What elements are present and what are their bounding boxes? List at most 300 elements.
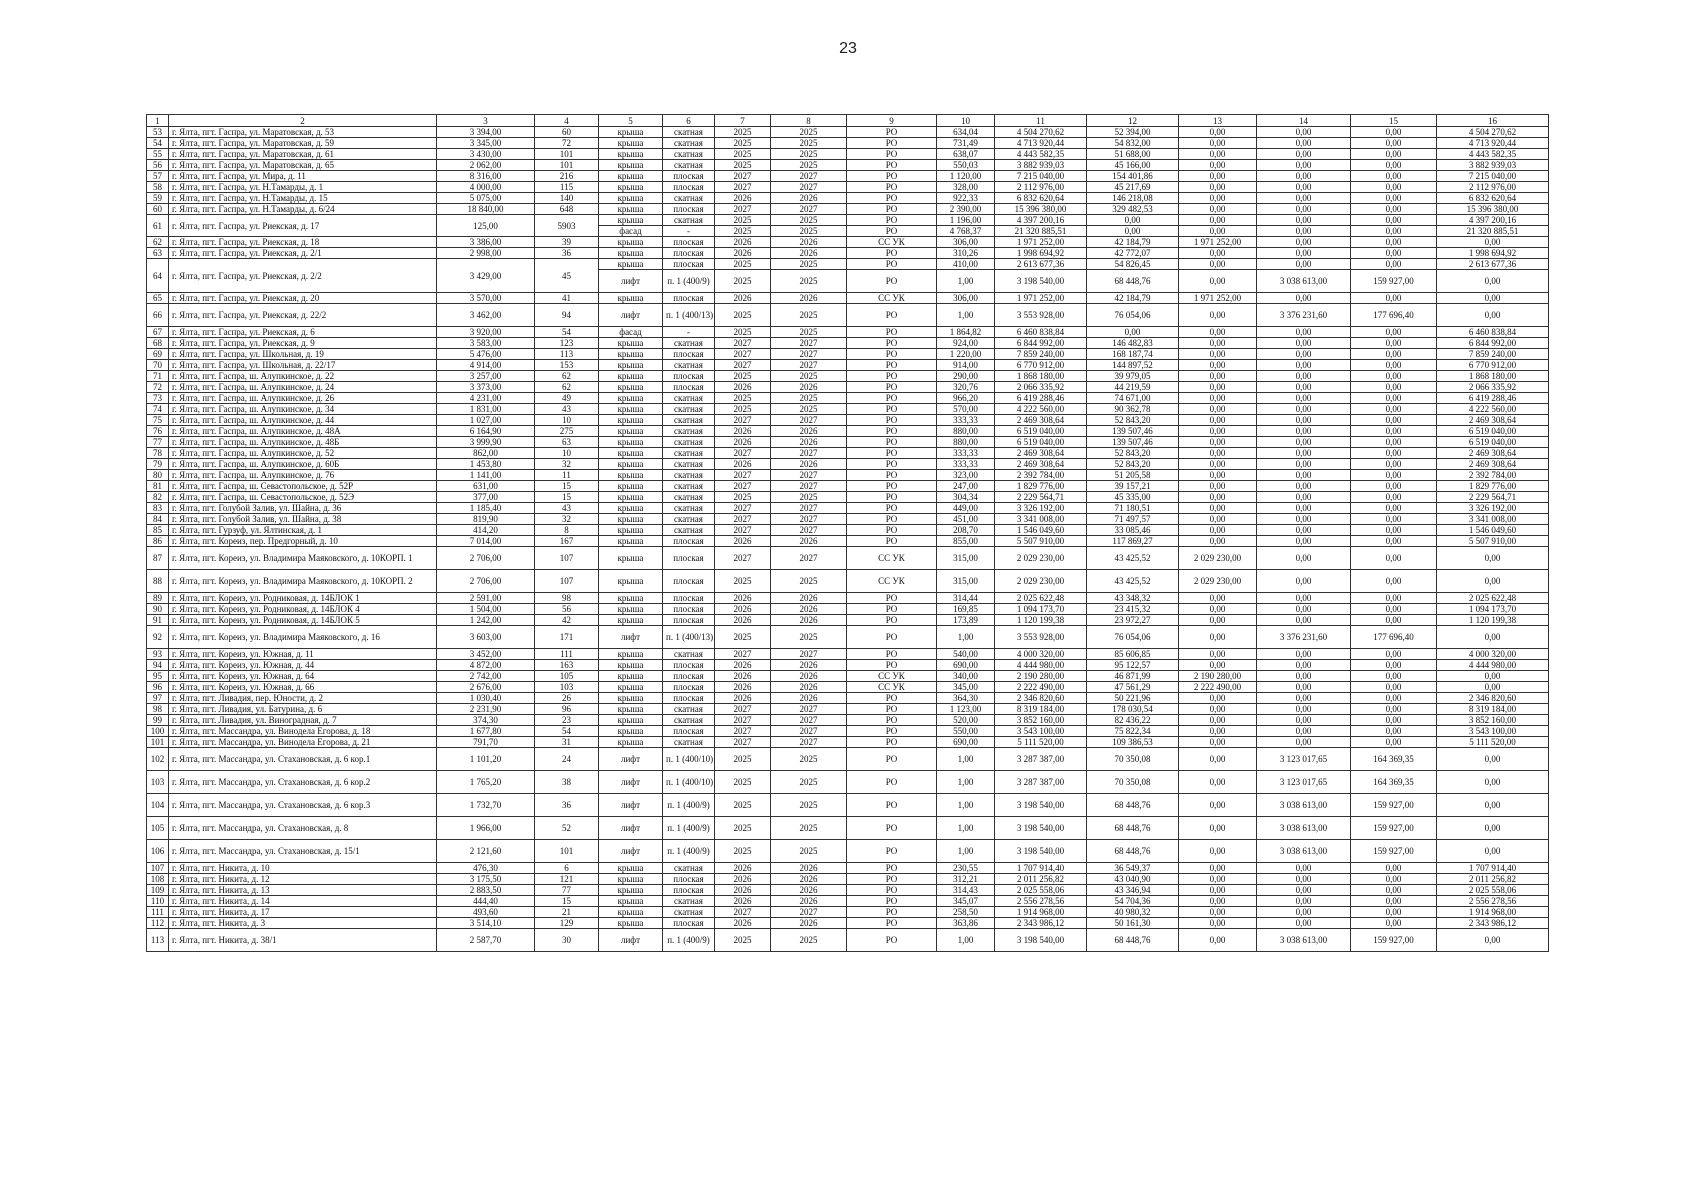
roof-type-cell: плоская: [663, 237, 715, 248]
col15-cell: 0,00: [1351, 470, 1437, 481]
year-plan-cell: 2025: [715, 929, 771, 952]
col15-cell: 0,00: [1351, 536, 1437, 547]
table-row: [147, 874, 1549, 885]
volume-cell: 451,00: [937, 514, 995, 525]
year-plan-cell: 2025: [715, 215, 771, 226]
row-number-cell: 111: [147, 907, 169, 918]
col12-cell: 47 561,29: [1087, 682, 1179, 693]
table-row: [147, 237, 1549, 248]
col15-cell: 159 927,00: [1351, 929, 1437, 952]
col12-cell: 68 448,76: [1087, 270, 1179, 293]
total-cost-cell: 3 287 387,00: [995, 771, 1087, 794]
year-plan-cell: 2025: [715, 404, 771, 415]
col14-cell: 0,00: [1257, 393, 1351, 404]
volume-cell: 304,34: [937, 492, 995, 503]
year-plan-cell: 2025: [715, 149, 771, 160]
funding-cell: РО: [847, 929, 937, 952]
year-plan-cell: 2026: [715, 682, 771, 693]
element-cell: крыша: [599, 693, 663, 704]
area-cell: 4 231,00: [437, 393, 535, 404]
volume-cell: 169,85: [937, 604, 995, 615]
roof-type-cell: п. 1 (400/9): [663, 929, 715, 952]
total-cost-cell: 2 222 490,00: [995, 682, 1087, 693]
col13-cell: 0,00: [1179, 615, 1257, 626]
volume-cell: 323,00: [937, 470, 995, 481]
row-number-cell: 109: [147, 885, 169, 896]
year-plan-cell: 2026: [715, 671, 771, 682]
year-plan-cell: 2026: [715, 885, 771, 896]
table-row: [147, 693, 1549, 704]
col15-cell: 0,00: [1351, 371, 1437, 382]
element-cell: крыша: [599, 525, 663, 536]
total-cost-cell: 1 998 694,92: [995, 248, 1087, 259]
table-row: [147, 415, 1549, 426]
year-plan-cell: 2025: [715, 771, 771, 794]
col14-cell: 3 038 613,00: [1257, 794, 1351, 817]
element-cell: крыша: [599, 338, 663, 349]
area-cell: 3 373,00: [437, 382, 535, 393]
address-cell: г. Ялта, пгт. Гаспра, ул. Маратовская, д. 59: [169, 138, 437, 149]
col15-cell: 0,00: [1351, 682, 1437, 693]
col14-cell: 0,00: [1257, 604, 1351, 615]
total-cost-cell: 7 215 040,00: [995, 171, 1087, 182]
area-cell: 2 706,00: [437, 570, 535, 593]
col13-cell: 0,00: [1179, 693, 1257, 704]
col14-cell: 0,00: [1257, 360, 1351, 371]
table-row: [147, 615, 1549, 626]
element-cell: крыша: [599, 415, 663, 426]
col13-cell: 0,00: [1179, 715, 1257, 726]
table-row: [147, 127, 1549, 138]
table-row: [147, 182, 1549, 193]
address-cell: г. Ялта, пгт. Гаспра, ул. Риекская, д. 22/2: [169, 304, 437, 327]
col12-cell: 71 497,57: [1087, 514, 1179, 525]
row-number-cell: 68: [147, 338, 169, 349]
year-cell: 2026: [771, 660, 847, 671]
column-number: 13: [1179, 115, 1257, 127]
col14-cell: 0,00: [1257, 547, 1351, 570]
area-cell: 7 014,00: [437, 536, 535, 547]
total-cost-cell: 3 553 928,00: [995, 304, 1087, 327]
col15-cell: 0,00: [1351, 171, 1437, 182]
col15-cell: 0,00: [1351, 437, 1437, 448]
col12-cell: 46 871,99: [1087, 671, 1179, 682]
year-cell: 2027: [771, 481, 847, 492]
col14-cell: 0,00: [1257, 259, 1351, 270]
col13-cell: 2 190 280,00: [1179, 671, 1257, 682]
table-row: [147, 382, 1549, 393]
count-cell: 5903: [535, 215, 599, 237]
table-row: [147, 293, 1549, 304]
element-cell: крыша: [599, 682, 663, 693]
col15-cell: 0,00: [1351, 293, 1437, 304]
funding-cell: СС УК: [847, 570, 937, 593]
area-cell: 6 164,90: [437, 426, 535, 437]
table-row: [147, 570, 1549, 593]
year-cell: 2027: [771, 182, 847, 193]
col15-cell: 0,00: [1351, 514, 1437, 525]
total-cost-cell: 2 469 308,64: [995, 415, 1087, 426]
year-plan-cell: 2026: [715, 918, 771, 929]
volume-cell: 1 864,82: [937, 327, 995, 338]
element-cell: крыша: [599, 649, 663, 660]
year-cell: 2026: [771, 874, 847, 885]
row-number-cell: 95: [147, 671, 169, 682]
year-cell: 2025: [771, 226, 847, 237]
address-cell: г. Ялта, пгт. Никита, д. 13: [169, 885, 437, 896]
area-cell: 2 706,00: [437, 547, 535, 570]
volume-cell: 1 123,00: [937, 704, 995, 715]
funding-cell: РО: [847, 248, 937, 259]
col15-cell: 0,00: [1351, 671, 1437, 682]
table-row: [147, 248, 1549, 259]
col14-cell: 0,00: [1257, 536, 1351, 547]
area-cell: 1 242,00: [437, 615, 535, 626]
year-plan-cell: 2026: [715, 863, 771, 874]
year-cell: 2027: [771, 503, 847, 514]
area-cell: 3 345,00: [437, 138, 535, 149]
row-number-cell: 99: [147, 715, 169, 726]
row-number-cell: 79: [147, 459, 169, 470]
area-cell: 374,30: [437, 715, 535, 726]
funding-cell: РО: [847, 840, 937, 863]
col13-cell: 0,00: [1179, 470, 1257, 481]
volume-cell: 638,07: [937, 149, 995, 160]
col16-cell: 2 469 308,64: [1437, 459, 1549, 470]
col13-cell: 0,00: [1179, 748, 1257, 771]
total-cost-cell: 2 469 308,64: [995, 448, 1087, 459]
count-cell: 123: [535, 338, 599, 349]
col15-cell: 0,00: [1351, 726, 1437, 737]
col16-cell: 0,00: [1437, 270, 1549, 293]
funding-cell: РО: [847, 138, 937, 149]
area-cell: 3 430,00: [437, 149, 535, 160]
count-cell: 101: [535, 840, 599, 863]
volume-cell: 312,21: [937, 874, 995, 885]
count-cell: 43: [535, 503, 599, 514]
row-number-cell: 113: [147, 929, 169, 952]
col16-cell: 15 396 380,00: [1437, 204, 1549, 215]
roof-type-cell: скатная: [663, 649, 715, 660]
year-plan-cell: 2026: [715, 437, 771, 448]
address-cell: г. Ялта, пгт. Гаспра, ул. Риекская, д. 6: [169, 327, 437, 338]
row-number-cell: 57: [147, 171, 169, 182]
area-cell: 1 504,00: [437, 604, 535, 615]
col14-cell: 0,00: [1257, 671, 1351, 682]
col13-cell: 0,00: [1179, 593, 1257, 604]
element-cell: крыша: [599, 382, 663, 393]
element-cell: крыша: [599, 371, 663, 382]
count-cell: 23: [535, 715, 599, 726]
col12-cell: 139 507,46: [1087, 426, 1179, 437]
address-cell: г. Ялта, пгт. Кореиз, ул. Родниковая, д. 14БЛОК 4: [169, 604, 437, 615]
col16-cell: 2 343 986,12: [1437, 918, 1549, 929]
year-plan-cell: 2026: [715, 237, 771, 248]
roof-type-cell: скатная: [663, 514, 715, 525]
total-cost-cell: 2 343 986,12: [995, 918, 1087, 929]
col16-cell: 3 543 100,00: [1437, 726, 1549, 737]
row-number-cell: 76: [147, 426, 169, 437]
col12-cell: 51 205,58: [1087, 470, 1179, 481]
year-plan-cell: 2026: [715, 604, 771, 615]
table-row: [147, 304, 1549, 327]
year-cell: 2027: [771, 514, 847, 525]
volume-cell: 258,50: [937, 907, 995, 918]
col14-cell: 0,00: [1257, 160, 1351, 171]
col12-cell: 146 218,08: [1087, 193, 1179, 204]
column-number: 2: [169, 115, 437, 127]
address-cell: г. Ялта, пгт. Массандра, ул. Стахановская, д. 15/1: [169, 840, 437, 863]
area-cell: 1 831,00: [437, 404, 535, 415]
address-cell: г. Ялта, пгт. Ливадия, ул. Батурина, д. 6: [169, 704, 437, 715]
funding-cell: РО: [847, 393, 937, 404]
volume-cell: 315,00: [937, 570, 995, 593]
col13-cell: 0,00: [1179, 382, 1257, 393]
address-cell: г. Ялта, пгт. Кореиз, ул. Родниковая, д. 14БЛОК 1: [169, 593, 437, 604]
col15-cell: 0,00: [1351, 193, 1437, 204]
col15-cell: 159 927,00: [1351, 794, 1437, 817]
address-cell: г. Ялта, пгт. Гаспра, ш. Алупкинское, д. 60Б: [169, 459, 437, 470]
total-cost-cell: 1 546 049,60: [995, 525, 1087, 536]
table-row: [147, 536, 1549, 547]
year-cell: 2026: [771, 248, 847, 259]
roof-type-cell: плоская: [663, 682, 715, 693]
col14-cell: 0,00: [1257, 525, 1351, 536]
column-number: 15: [1351, 115, 1437, 127]
year-cell: 2027: [771, 171, 847, 182]
col12-cell: 42 184,79: [1087, 237, 1179, 248]
volume-cell: 1,00: [937, 771, 995, 794]
area-cell: 3 603,00: [437, 626, 535, 649]
column-number: 6: [663, 115, 715, 127]
area-cell: 3 452,00: [437, 649, 535, 660]
count-cell: 49: [535, 393, 599, 404]
address-cell: г. Ялта, пгт. Гаспра, ул. Маратовская, д. 61: [169, 149, 437, 160]
row-number-cell: 90: [147, 604, 169, 615]
table-row: [147, 138, 1549, 149]
col15-cell: 0,00: [1351, 349, 1437, 360]
area-cell: 125,00: [437, 215, 535, 237]
col12-cell: 23 972,27: [1087, 615, 1179, 626]
roof-type-cell: плоская: [663, 570, 715, 593]
col12-cell: 45 166,00: [1087, 160, 1179, 171]
total-cost-cell: 2 011 256,82: [995, 874, 1087, 885]
col14-cell: 0,00: [1257, 693, 1351, 704]
funding-cell: РО: [847, 448, 937, 459]
address-cell: г. Ялта, пгт. Кореиз, ул. Южная, д. 11: [169, 649, 437, 660]
count-cell: 129: [535, 918, 599, 929]
col15-cell: 0,00: [1351, 160, 1437, 171]
count-cell: 36: [535, 794, 599, 817]
table-row: [147, 492, 1549, 503]
area-cell: 493,60: [437, 907, 535, 918]
address-cell: г. Ялта, пгт. Никита, д. 3: [169, 918, 437, 929]
total-cost-cell: 2 190 280,00: [995, 671, 1087, 682]
roof-type-cell: скатная: [663, 426, 715, 437]
col12-cell: 68 448,76: [1087, 929, 1179, 952]
table-row: [147, 404, 1549, 415]
row-number-cell: 102: [147, 748, 169, 771]
element-cell: крыша: [599, 874, 663, 885]
funding-cell: РО: [847, 127, 937, 138]
row-number-cell: 53: [147, 127, 169, 138]
col13-cell: 0,00: [1179, 259, 1257, 270]
funding-cell: РО: [847, 649, 937, 660]
count-cell: 56: [535, 604, 599, 615]
total-cost-cell: 4 444 980,00: [995, 660, 1087, 671]
column-number: 14: [1257, 115, 1351, 127]
col15-cell: 0,00: [1351, 649, 1437, 660]
col13-cell: 0,00: [1179, 215, 1257, 226]
volume-cell: 1 220,00: [937, 349, 995, 360]
volume-cell: 345,07: [937, 896, 995, 907]
volume-cell: 173,89: [937, 615, 995, 626]
page-number: 23: [839, 40, 857, 57]
count-cell: 6: [535, 863, 599, 874]
total-cost-cell: 3 198 540,00: [995, 794, 1087, 817]
address-cell: г. Ялта, пгт. Гаспра, ул. Риекская, д. 2/1: [169, 248, 437, 259]
area-cell: 2 998,00: [437, 248, 535, 259]
address-cell: г. Ялта, пгт. Кореиз, ул. Родниковая, д. 14БЛОК 5: [169, 615, 437, 626]
volume-cell: 1 196,00: [937, 215, 995, 226]
element-cell: крыша: [599, 248, 663, 259]
row-number-cell: 105: [147, 817, 169, 840]
col12-cell: 82 436,22: [1087, 715, 1179, 726]
col16-cell: 5 507 910,00: [1437, 536, 1549, 547]
col14-cell: 0,00: [1257, 704, 1351, 715]
funding-cell: РО: [847, 426, 937, 437]
col15-cell: 164 369,35: [1351, 771, 1437, 794]
col14-cell: 3 123 017,65: [1257, 748, 1351, 771]
col15-cell: 159 927,00: [1351, 270, 1437, 293]
col13-cell: 0,00: [1179, 448, 1257, 459]
column-number: 5: [599, 115, 663, 127]
address-cell: г. Ялта, пгт. Гаспра, ш. Алупкинское, д. 44: [169, 415, 437, 426]
area-cell: 414,20: [437, 525, 535, 536]
col16-cell: 1 829 776,00: [1437, 481, 1549, 492]
area-cell: 631,00: [437, 481, 535, 492]
year-plan-cell: 2026: [715, 382, 771, 393]
col14-cell: 0,00: [1257, 874, 1351, 885]
count-cell: 30: [535, 929, 599, 952]
col12-cell: 68 448,76: [1087, 817, 1179, 840]
col13-cell: 0,00: [1179, 182, 1257, 193]
year-cell: 2025: [771, 626, 847, 649]
col14-cell: 3 376 231,60: [1257, 626, 1351, 649]
count-cell: 115: [535, 182, 599, 193]
funding-cell: СС УК: [847, 293, 937, 304]
table-row: [147, 525, 1549, 536]
year-cell: 2025: [771, 371, 847, 382]
col16-cell: 6 770 912,00: [1437, 360, 1549, 371]
year-cell: 2025: [771, 771, 847, 794]
year-cell: 2027: [771, 360, 847, 371]
table-row: [147, 437, 1549, 448]
table-row: [147, 459, 1549, 470]
address-cell: г. Ялта, пгт. Гаспра, ш. Алупкинское, д. 52: [169, 448, 437, 459]
col16-cell: 2 556 278,56: [1437, 896, 1549, 907]
volume-cell: 880,00: [937, 426, 995, 437]
year-plan-cell: 2025: [715, 840, 771, 863]
year-plan-cell: 2026: [715, 426, 771, 437]
row-number-cell: 69: [147, 349, 169, 360]
roof-type-cell: плоская: [663, 382, 715, 393]
total-cost-cell: 3 287 387,00: [995, 748, 1087, 771]
total-cost-cell: 15 396 380,00: [995, 204, 1087, 215]
funding-cell: РО: [847, 726, 937, 737]
col12-cell: 45 335,00: [1087, 492, 1179, 503]
col14-cell: 0,00: [1257, 885, 1351, 896]
volume-cell: 1,00: [937, 748, 995, 771]
area-cell: 2 062,00: [437, 160, 535, 171]
total-cost-cell: 2 392 784,00: [995, 470, 1087, 481]
table-row: [147, 470, 1549, 481]
year-cell: 2026: [771, 885, 847, 896]
total-cost-cell: 2 029 230,00: [995, 570, 1087, 593]
year-plan-cell: 2027: [715, 525, 771, 536]
year-plan-cell: 2025: [715, 327, 771, 338]
col16-cell: 0,00: [1437, 929, 1549, 952]
year-cell: 2026: [771, 459, 847, 470]
element-cell: крыша: [599, 503, 663, 514]
count-cell: 36: [535, 248, 599, 259]
col14-cell: 0,00: [1257, 404, 1351, 415]
year-plan-cell: 2025: [715, 259, 771, 270]
roof-type-cell: скатная: [663, 525, 715, 536]
roof-type-cell: скатная: [663, 448, 715, 459]
funding-cell: РО: [847, 817, 937, 840]
col13-cell: 0,00: [1179, 371, 1257, 382]
address-cell: г. Ялта, пгт. Кореиз, пер. Предгорный, д. 10: [169, 536, 437, 547]
col16-cell: 6 419 288,46: [1437, 393, 1549, 404]
element-cell: крыша: [599, 437, 663, 448]
element-cell: крыша: [599, 171, 663, 182]
col13-cell: 0,00: [1179, 840, 1257, 863]
volume-cell: 345,00: [937, 682, 995, 693]
area-cell: 1 732,70: [437, 794, 535, 817]
area-cell: 1 453,80: [437, 459, 535, 470]
col16-cell: 2 011 256,82: [1437, 874, 1549, 885]
element-cell: крыша: [599, 127, 663, 138]
volume-cell: 364,30: [937, 693, 995, 704]
table-row: [147, 171, 1549, 182]
volume-cell: 880,00: [937, 437, 995, 448]
funding-cell: РО: [847, 593, 937, 604]
col15-cell: 0,00: [1351, 525, 1437, 536]
table-row: [147, 360, 1549, 371]
total-cost-cell: 6 519 040,00: [995, 426, 1087, 437]
roof-type-cell: плоская: [663, 259, 715, 270]
roof-type-cell: плоская: [663, 885, 715, 896]
area-cell: 1 765,20: [437, 771, 535, 794]
table-row: [147, 737, 1549, 748]
funding-cell: РО: [847, 226, 937, 237]
col16-cell: 2 025 622,48: [1437, 593, 1549, 604]
col12-cell: 68 448,76: [1087, 840, 1179, 863]
roof-type-cell: скатная: [663, 863, 715, 874]
area-cell: 2 591,00: [437, 593, 535, 604]
col16-cell: 2 346 820,60: [1437, 693, 1549, 704]
col15-cell: 0,00: [1351, 481, 1437, 492]
col12-cell: 68 448,76: [1087, 794, 1179, 817]
funding-cell: РО: [847, 704, 937, 715]
row-number-cell: 58: [147, 182, 169, 193]
col12-cell: 36 549,37: [1087, 863, 1179, 874]
row-number-cell: 70: [147, 360, 169, 371]
year-plan-cell: 2025: [715, 371, 771, 382]
count-cell: 43: [535, 404, 599, 415]
area-cell: 3 514,10: [437, 918, 535, 929]
